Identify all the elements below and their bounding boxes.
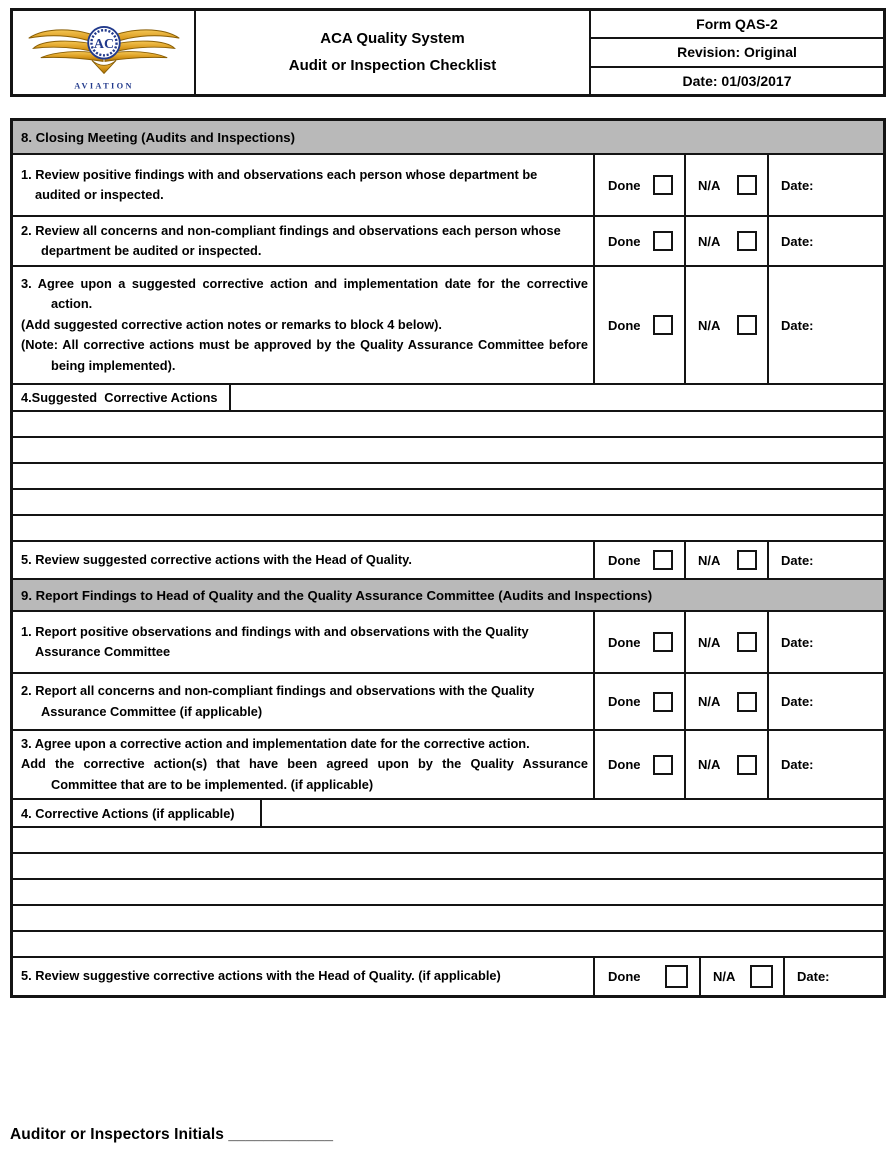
done-cell	[595, 958, 701, 995]
date-field[interactable]	[769, 612, 883, 672]
row-8-4	[13, 385, 883, 412]
date-label: Date:	[781, 552, 814, 568]
done-checkbox[interactable]	[653, 755, 673, 775]
form-header	[10, 8, 886, 97]
task-text-line: audited or inspected.	[35, 187, 164, 202]
na-cell	[686, 674, 769, 729]
na-label: N/A	[713, 969, 736, 984]
na-checkbox[interactable]	[737, 632, 757, 652]
task-text-line: 5. Review suggestive corrective actions with the Head of Quality. (if applicable)	[21, 968, 501, 984]
corrective-actions-write-line[interactable]	[13, 464, 883, 490]
task-text-line: (Add suggested corrective action notes or remarks to block 4 below).	[21, 316, 442, 332]
corrective-actions-write-area[interactable]	[231, 385, 883, 410]
task-description	[13, 731, 595, 798]
done-cell	[595, 217, 686, 265]
done-label: Done	[608, 177, 641, 193]
date-field[interactable]	[769, 731, 883, 798]
corrective-actions-write-line[interactable]	[13, 412, 883, 438]
row-9-2	[13, 674, 883, 731]
na-checkbox[interactable]	[737, 692, 757, 712]
na-label: N/A	[698, 757, 721, 772]
done-label: Done	[608, 233, 641, 249]
row-9-4	[13, 800, 883, 828]
na-cell	[686, 217, 769, 265]
done-checkbox[interactable]	[653, 315, 673, 335]
logo-caption: AVIATION	[73, 80, 134, 90]
checklist-table	[10, 118, 886, 998]
na-label: N/A	[698, 634, 721, 650]
row-9-5	[13, 958, 883, 995]
row-8-3	[13, 267, 883, 385]
date-field[interactable]	[769, 217, 883, 265]
corrective-actions-label: 4. Corrective Actions (if applicable)	[13, 800, 262, 826]
na-cell	[686, 155, 769, 215]
na-label: N/A	[698, 177, 721, 193]
done-cell	[595, 542, 686, 578]
done-cell	[595, 674, 686, 729]
document-title	[196, 11, 591, 94]
task-description	[13, 217, 595, 265]
task-text-line: Assurance Committee (if applicable)	[41, 703, 263, 719]
done-cell	[595, 612, 686, 672]
company-logo	[13, 11, 196, 94]
task-text-line: 3. Agree upon a corrective action and implementation date for the corrective action.	[21, 735, 530, 751]
row-8-1	[13, 155, 883, 217]
form-date: Date: 01/03/2017	[591, 66, 883, 94]
date-field[interactable]	[769, 155, 883, 215]
na-checkbox[interactable]	[737, 315, 757, 335]
na-cell	[686, 542, 769, 578]
row-8-2	[13, 217, 883, 267]
date-label: Date:	[781, 694, 814, 709]
na-label: N/A	[698, 552, 721, 568]
form-meta	[591, 11, 883, 94]
section-9-heading: 9. Report Findings to Head of Quality and the Quality Assurance Committee (Audits and Inspections)	[13, 580, 883, 612]
row-9-3	[13, 731, 883, 800]
done-cell	[595, 155, 686, 215]
task-description	[13, 612, 595, 672]
corrective-actions-write-line[interactable]	[13, 438, 883, 464]
task-text-line: 5. Review suggested corrective actions with the Head of Quality.	[21, 551, 412, 567]
na-label: N/A	[698, 317, 721, 333]
na-cell	[686, 612, 769, 672]
section-8-heading: 8. Closing Meeting (Audits and Inspections)	[13, 121, 883, 155]
na-cell	[686, 267, 769, 383]
corrective-actions-write-line[interactable]	[13, 490, 883, 516]
corrective-actions-write-line[interactable]	[13, 906, 883, 932]
done-label: Done	[608, 317, 641, 333]
na-cell	[701, 958, 785, 995]
date-label: Date:	[781, 233, 814, 249]
done-label: Done	[608, 552, 641, 568]
row-9-1	[13, 612, 883, 674]
done-label: Done	[608, 969, 641, 984]
initials-write-line[interactable]: ____________	[228, 1126, 334, 1143]
date-label: Date:	[797, 969, 830, 984]
done-checkbox[interactable]	[653, 231, 673, 251]
logo-monogram: AC	[93, 36, 114, 52]
done-label: Done	[608, 757, 641, 772]
corrective-actions-write-area[interactable]	[262, 800, 883, 826]
na-label: N/A	[698, 694, 721, 709]
initials-label: Auditor or Inspectors Initials	[10, 1126, 224, 1143]
task-text-line: Committee that are to be implemented. (if applicable)	[51, 776, 374, 792]
done-cell	[595, 731, 686, 798]
done-checkbox[interactable]	[665, 965, 688, 988]
date-field[interactable]	[769, 267, 883, 383]
na-checkbox[interactable]	[737, 175, 757, 195]
na-cell	[686, 731, 769, 798]
na-checkbox[interactable]	[737, 550, 757, 570]
corrective-actions-write-line[interactable]	[13, 516, 883, 542]
na-checkbox[interactable]	[750, 965, 773, 988]
done-checkbox[interactable]	[653, 692, 673, 712]
form-revision: Revision: Original	[591, 37, 883, 65]
done-label: Done	[608, 694, 641, 709]
task-description	[13, 155, 595, 215]
task-description	[13, 267, 595, 383]
task-text-line: being implemented).	[51, 357, 176, 373]
corrective-actions-write-line[interactable]	[13, 880, 883, 906]
done-cell	[595, 267, 686, 383]
corrective-actions-write-line[interactable]	[13, 932, 883, 958]
form-number: Form QAS-2	[696, 16, 778, 33]
task-text-line: (Note: All corrective actions must be approved by the Quality Assurance Committee before	[21, 337, 588, 353]
initials-row	[10, 1126, 333, 1144]
done-checkbox[interactable]	[653, 550, 673, 570]
corrective-actions-write-line[interactable]	[13, 854, 883, 880]
row-8-5	[13, 542, 883, 580]
na-checkbox[interactable]	[737, 755, 757, 775]
date-field[interactable]	[769, 542, 883, 578]
task-description	[13, 674, 595, 729]
suggested-corrective-actions-label: 4.Suggested Corrective Actions	[13, 385, 231, 410]
na-label: N/A	[698, 233, 721, 249]
task-text-line: 1. Review positive findings with and observations each person whose department be	[21, 166, 538, 182]
na-checkbox[interactable]	[737, 231, 757, 251]
task-text-line: 2. Review all concerns and non-compliant findings and observations each person whose	[21, 222, 561, 238]
task-text-line: Assurance Committee	[35, 644, 171, 659]
done-checkbox[interactable]	[653, 175, 673, 195]
task-description	[13, 958, 595, 995]
title-line-2: Audit or Inspection Checklist	[288, 56, 497, 74]
title-line-1: ACA Quality System	[320, 30, 465, 48]
task-description	[13, 542, 595, 578]
date-label: Date:	[781, 634, 814, 650]
aviation-wings-logo-icon	[25, 13, 183, 93]
done-label: Done	[608, 634, 641, 650]
task-text-line: action.	[51, 296, 93, 312]
date-field[interactable]	[769, 674, 883, 729]
task-text-line: Add the corrective action(s) that have been agreed upon by the Quality Assurance	[21, 756, 588, 772]
task-text-line: 1. Report positive observations and findings with and observations with the Quality	[21, 623, 529, 639]
date-label: Date:	[781, 317, 814, 333]
task-text-line: 2. Report all concerns and non-compliant findings and observations with the Quality	[21, 683, 535, 699]
date-field[interactable]	[785, 958, 883, 995]
date-label: Date:	[781, 757, 814, 772]
done-checkbox[interactable]	[653, 632, 673, 652]
task-text-line: 3. Agree upon a suggested corrective action and implementation date for the corrective	[21, 275, 588, 291]
task-text-line: department be audited or inspected.	[41, 243, 262, 258]
date-label: Date:	[781, 177, 814, 193]
corrective-actions-write-line[interactable]	[13, 828, 883, 854]
